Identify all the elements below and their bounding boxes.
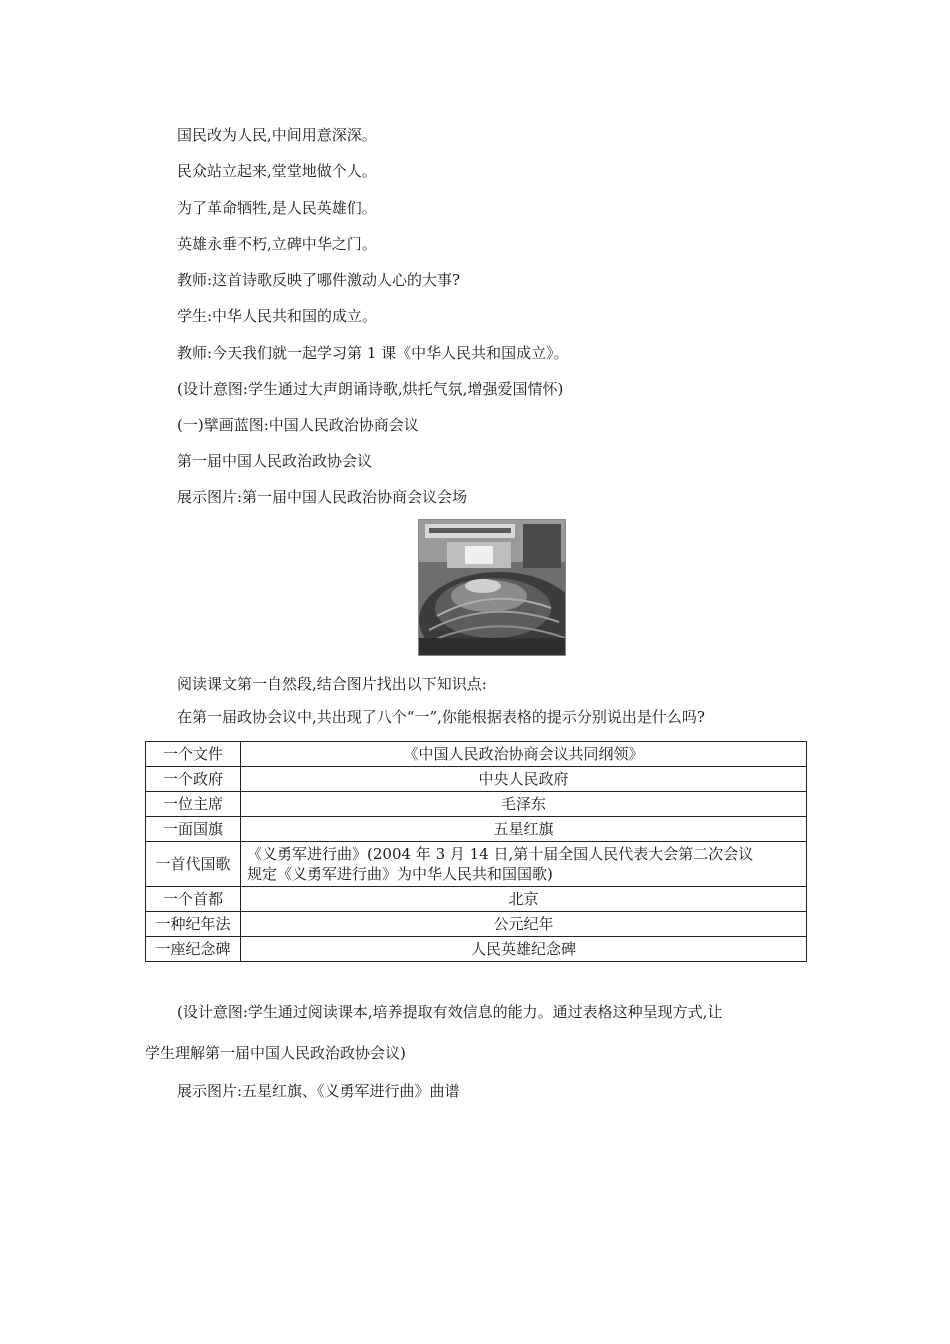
anthem-value-line-1: 《义勇军进行曲》(2004 年 3 月 14 日,第十届全国人民代表大会第二次会议 [247, 845, 754, 863]
row-value: 毛泽东 [241, 792, 807, 817]
table-row [146, 887, 807, 912]
table-row [146, 742, 807, 767]
row-value: 《中国人民政治协商会议共同纲领》 [241, 742, 807, 767]
conference-hall-photo [418, 519, 566, 656]
table-row [146, 842, 807, 887]
row-value: 中央人民政府 [241, 767, 807, 792]
teacher-question: 教师:这首诗歌反映了哪件激动人心的大事? [177, 271, 461, 289]
row-value: 五星红旗 [241, 817, 807, 842]
poem-line-3: 为了革命牺牲,是人民英雄们。 [177, 199, 377, 217]
table-row [146, 767, 807, 792]
row-key: 一个首都 [146, 887, 241, 912]
reading-task: 阅读课文第一自然段,结合图片找出以下知识点: [177, 675, 487, 693]
table-row [146, 817, 807, 842]
poem-line-4: 英雄永垂不朽,立碑中华之门。 [177, 235, 377, 253]
row-key: 一位主席 [146, 792, 241, 817]
show-picture-caption: 展示图片:第一届中国人民政治协商会议会场 [177, 488, 468, 506]
anthem-value-line-2: 规定《义勇军进行曲》为中华人民共和国国歌) [247, 865, 553, 883]
teacher-intro: 教师:今天我们就一起学习第 1 课《中华人民共和国成立》。 [177, 344, 569, 362]
row-value: 公元纪年 [241, 912, 807, 937]
row-value-anthem [241, 842, 807, 887]
row-key: 一座纪念碑 [146, 937, 241, 962]
row-key: 一首代国歌 [146, 842, 241, 887]
design-intent-1: (设计意图:学生通过大声朗诵诗歌,烘托气氛,增强爱国情怀) [177, 380, 564, 398]
eight-ones-table [145, 741, 807, 962]
design-intent-2-line-2: 学生理解第一届中国人民政治政协会议) [145, 1044, 406, 1062]
table-row [146, 937, 807, 962]
row-key: 一个政府 [146, 767, 241, 792]
design-intent-2-line-1: (设计意图:学生通过阅读课本,培养提取有效信息的能力。通过表格这种呈现方式,让 [177, 1003, 723, 1021]
poem-line-2: 民众站立起来,堂堂地做个人。 [177, 162, 377, 180]
subheading: 第一届中国人民政治政协会议 [177, 452, 373, 470]
section-heading: (一)擘画蓝图:中国人民政治协商会议 [177, 416, 419, 434]
poem-line-1: 国民改为人民,中间用意深深。 [177, 126, 377, 144]
table-row [146, 792, 807, 817]
table-question: 在第一届政协会议中,共出现了八个“一”,你能根据表格的提示分别说出是什么吗? [177, 708, 705, 726]
row-value: 人民英雄纪念碑 [241, 937, 807, 962]
row-key: 一种纪年法 [146, 912, 241, 937]
row-key: 一个文件 [146, 742, 241, 767]
student-answer: 学生:中华人民共和国的成立。 [177, 307, 378, 325]
table-row [146, 912, 807, 937]
show-picture-caption-2: 展示图片:五星红旗、《义勇军进行曲》曲谱 [177, 1082, 460, 1100]
row-key: 一面国旗 [146, 817, 241, 842]
row-value: 北京 [241, 887, 807, 912]
